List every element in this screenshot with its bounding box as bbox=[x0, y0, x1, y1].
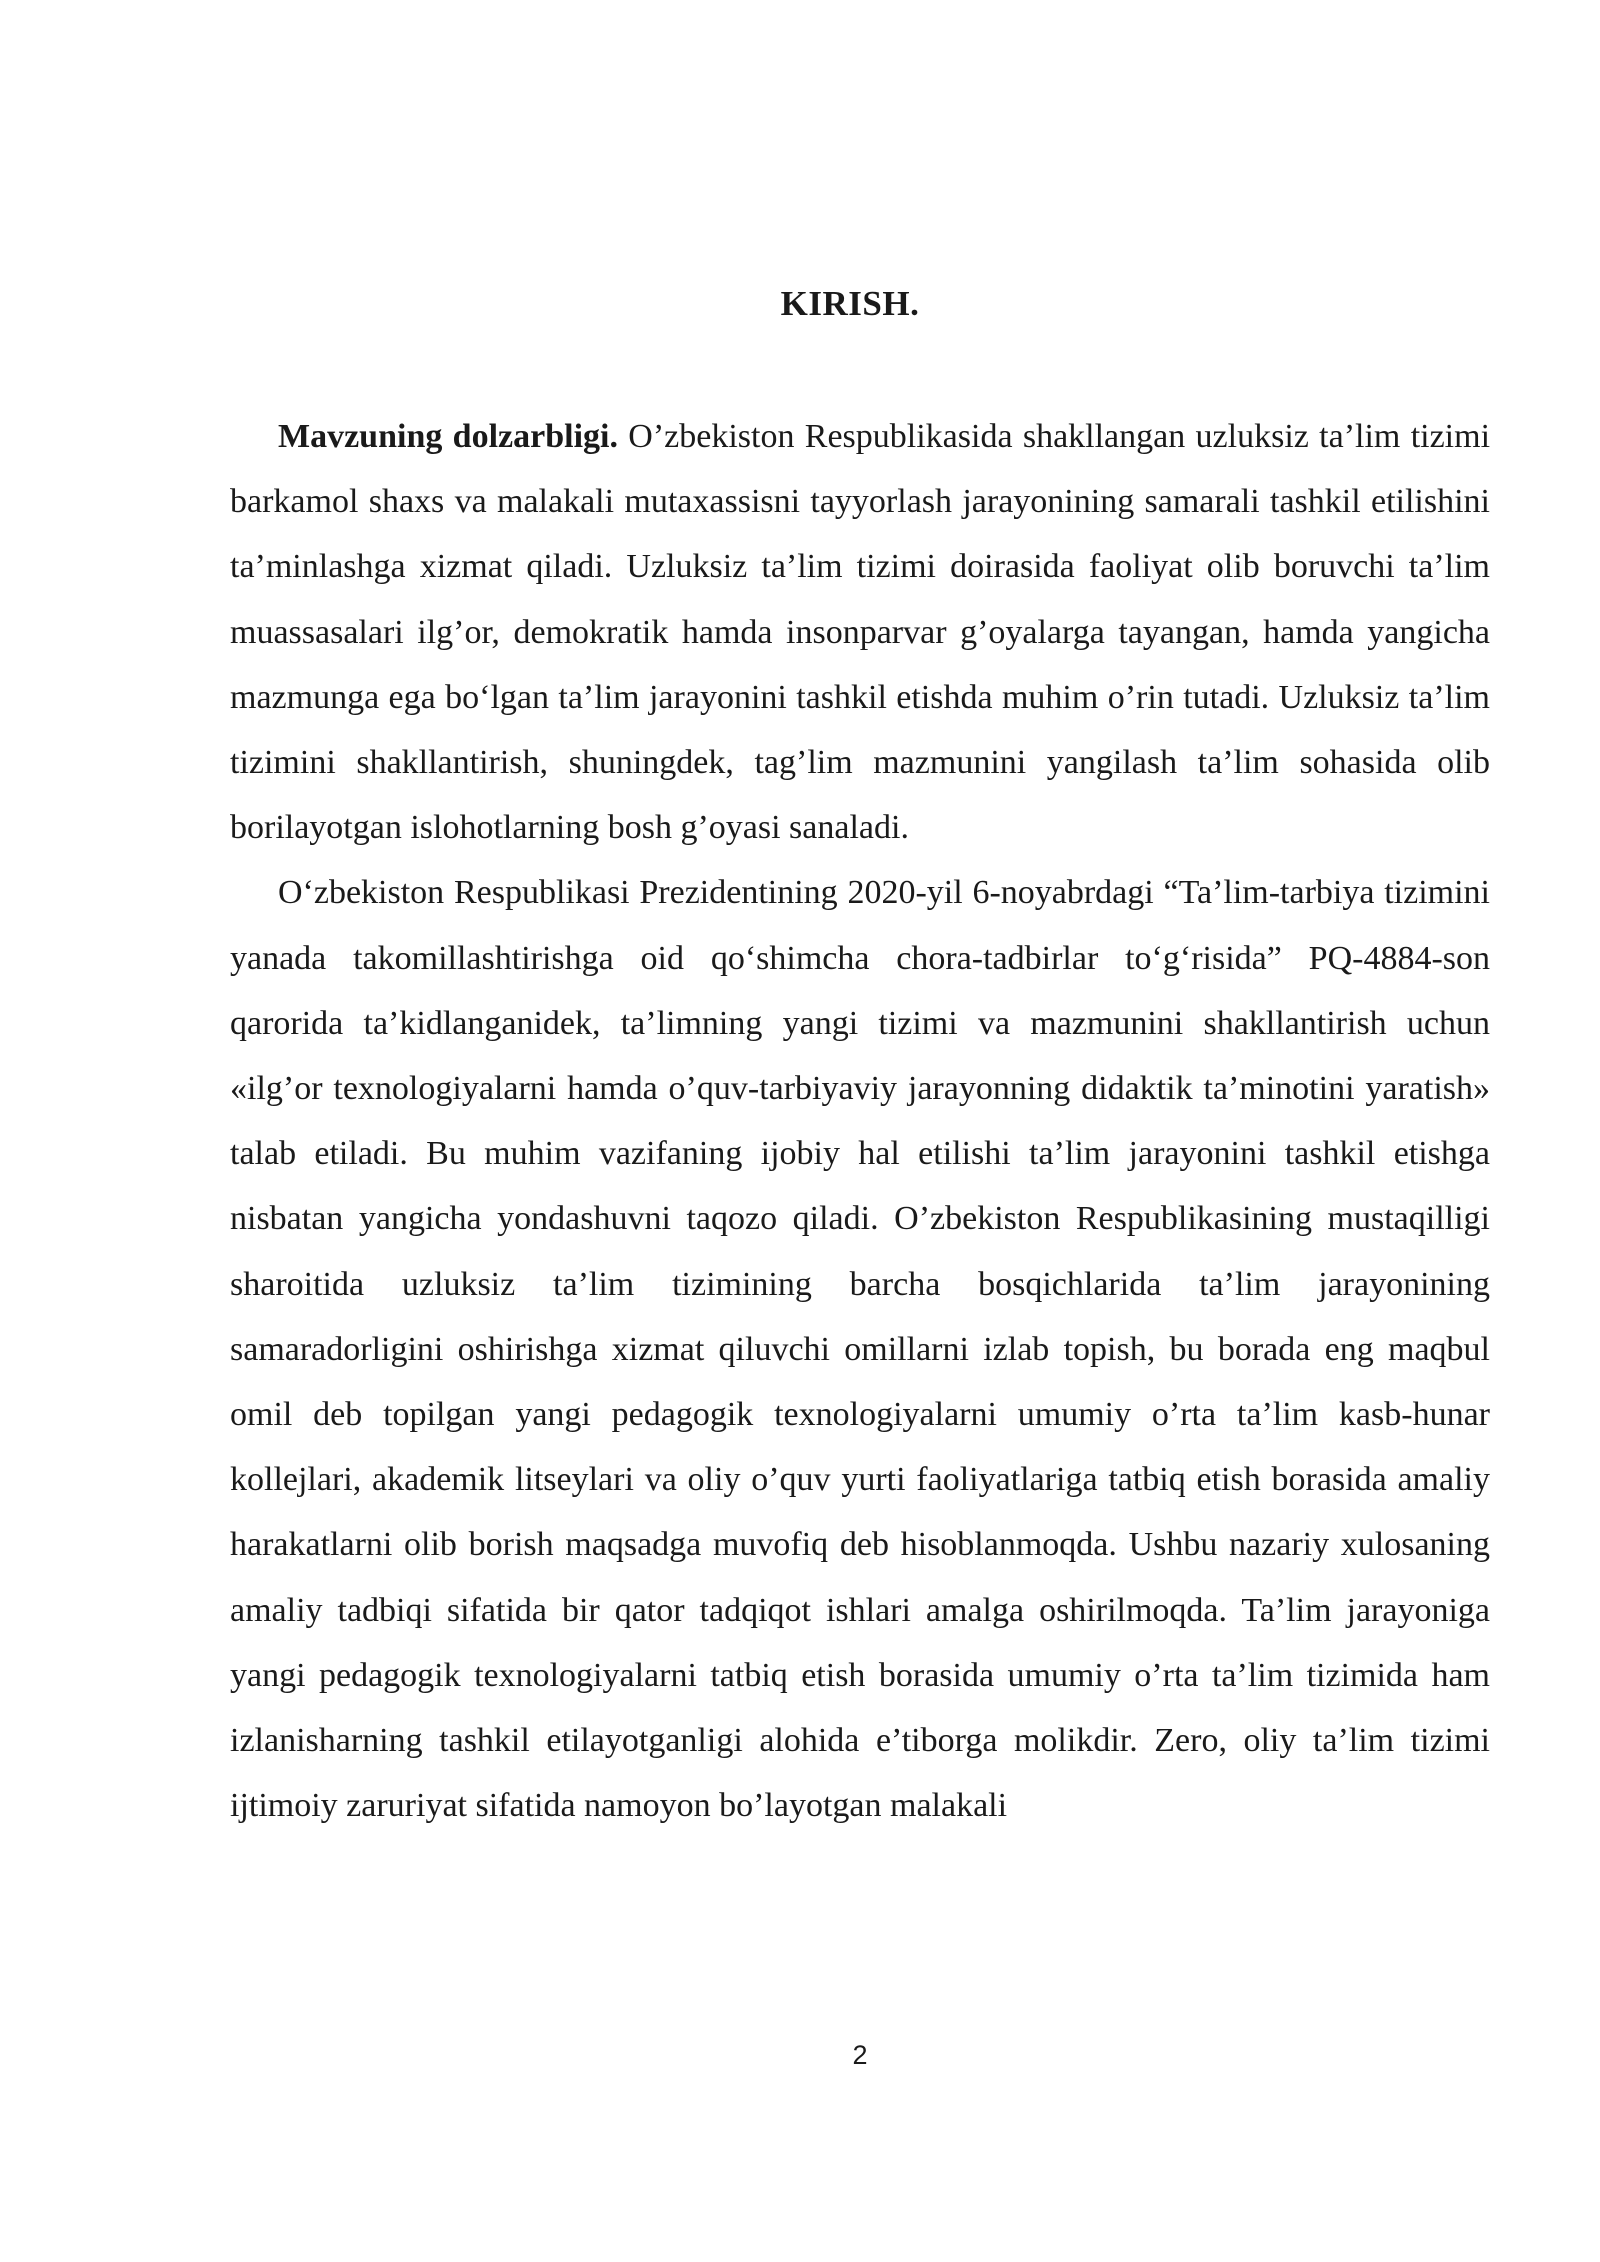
paragraph-relevance bbox=[230, 404, 1490, 860]
page-number: 2 bbox=[852, 2040, 868, 2070]
body-text bbox=[230, 404, 1490, 1838]
page-title: KIRISH. bbox=[780, 284, 920, 323]
paragraph-decree bbox=[230, 860, 1490, 1838]
paragraph-text: O‘zbekiston Respublikasi Prezidentining 2020-yil 6-noyabrdagi “Ta’lim-tarbiya tizimini yanada takomillashtirishga oid qo‘shimcha chora-tadbirlar to‘g‘risida” PQ-4884-son qarorida ta’kidlanganidek, ta’limning yangi tizimi va mazmunini shakllantirish uchun «ilg’or texnologiyalarni hamda o’quv-tarbiyaviy jarayonning didaktik ta’minotini yaratish» talab etiladi. Bu muhim vazifaning ijobiy hal etilishi ta’lim jarayonini tashkil etishga nisbatan yangicha yondashuvni taqozo qiladi. O’zbekiston Respublikasining mustaqilligi sharoitida uzluksiz ta’lim tizimining barcha bosqichlarida ta’lim jarayonining samaradorligini oshirishga xizmat qiluvchi omillarni izlab topish, bu borada eng maqbul omil deb topilgan yangi pedagogik texnologiyalarni umumiy o’rta ta’lim kasb-hunar kollejlari, akademik litseylari va oliy o’quv yurti faoliyatlariga tatbiq etish borasida amaliy harakatlarni olib borish maqsadga muvofiq deb hisoblanmoqda. Ushbu nazariy xulosaning amaliy tadbiqi sifatida bir qator tadqiqot ishlari amalga oshirilmoqda. Ta’lim jarayoniga yangi pedagogik texnologiyalarni tatbiq etish borasida umumiy o’rta ta’lim tizimida ham izlanisharning tashkil etilayotganligi alohida e’tiborga molikdir. Zero, oliy ta’lim tizimi ijtimoiy zaruriyat sifatida namoyon bo’layotgan malakali bbox=[230, 874, 1490, 1825]
document-page bbox=[230, 0, 1490, 2262]
paragraph-text: O’zbekiston Respublikasida shakllangan uzluksiz ta’lim tizimi barkamol shaxs va malakali mutaxassisni tayyorlash jarayonining samarali tashkil etilishini ta’minlashga xizmat qiladi. Uzluksiz ta’lim tizimi doirasida faoliyat olib boruvchi ta’lim muassasalari ilg’or, demokratik hamda insonparvar g’oyalarga tayangan, hamda yangicha mazmunga ega bo‘lgan ta’lim jarayonini tashkil etishda muhim o’rin tutadi. Uzluksiz ta’lim tizimini shakllantirish, shuningdek, tag’lim mazmunini yangilash ta’lim sohasida olib borilayotgan islohotlarning bosh g’oyasi sanaladi. bbox=[230, 418, 1491, 847]
paragraph-lead: Mavzuning dolzarbligi. bbox=[278, 418, 618, 455]
